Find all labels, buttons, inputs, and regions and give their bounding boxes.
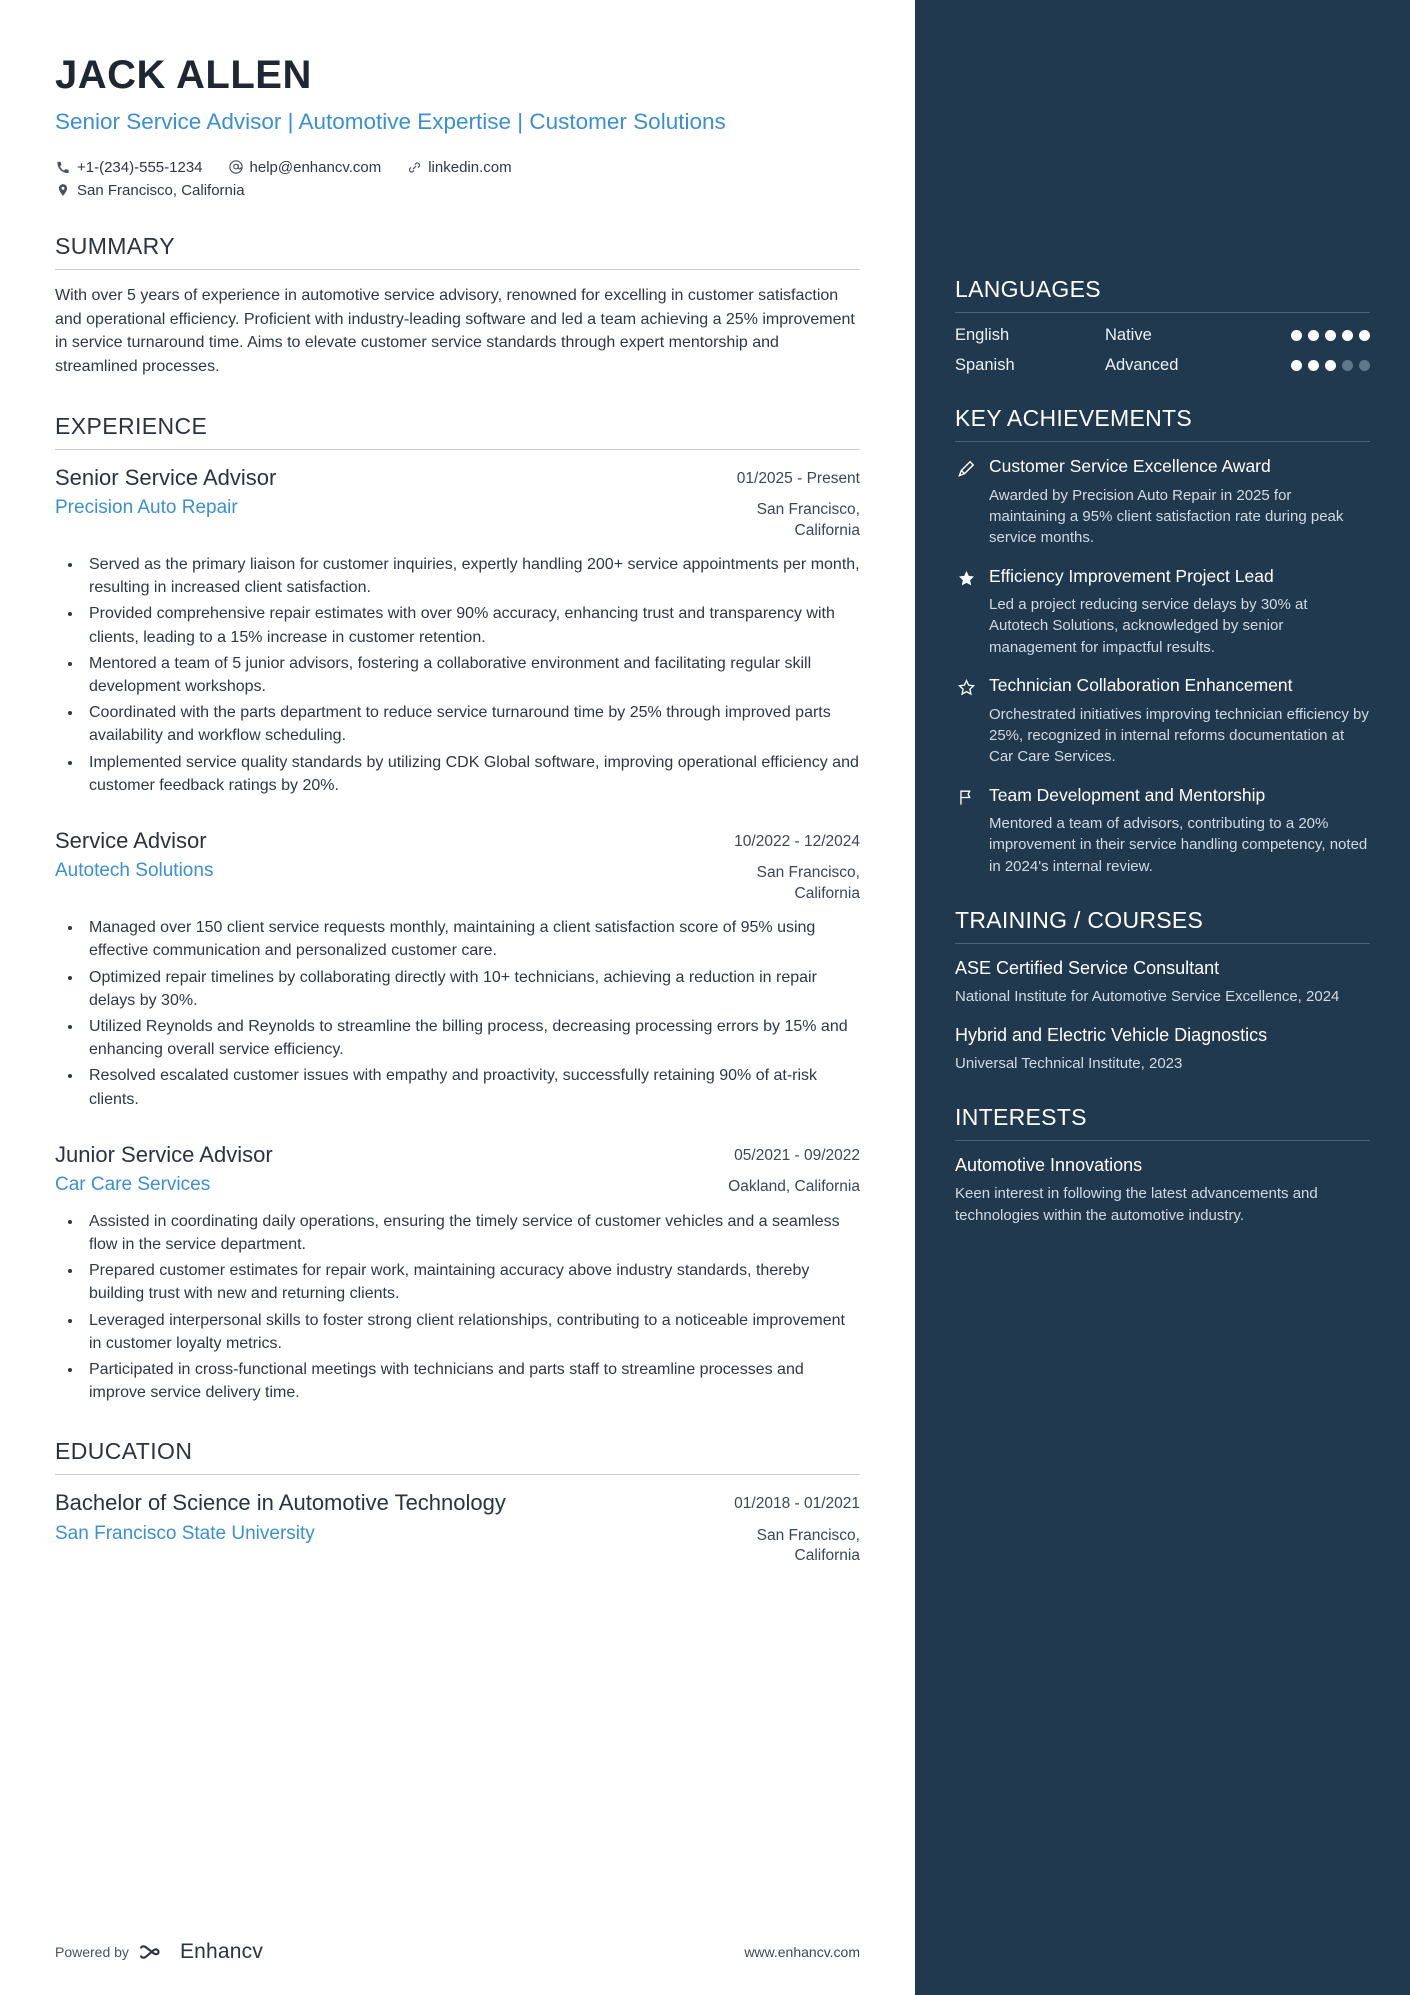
summary-text: With over 5 years of experience in automotive service advisory, renowned for excelling in customer satisfaction and operational efficiency. Proficient with industry-leading software and led a team achieving a 25% improvement in service turnaround time. Aims to elevate customer service standards through expert mentorship and streamlined processes. [55,286,855,375]
map-pin-icon [55,182,71,198]
language-rating [1291,360,1370,371]
divider [55,449,860,450]
sidebar-title-training: TRAINING / COURSES [955,907,1204,934]
education-dates: 01/2018 - 01/2021 [734,1495,860,1513]
rating-dot-empty [1342,360,1353,371]
section-title-summary: SUMMARY [55,232,175,259]
page-footer [0,1909,915,1995]
link-icon [406,159,422,175]
section-title-education: EDUCATION [55,1438,193,1465]
job-bullets [55,1210,860,1405]
achievement-title: Team Development and Mentorship [989,784,1266,805]
at-sign-icon [228,159,244,175]
list-item: • Served as the primary liaison for customer inquiries, expertly handling 200+ service appointments per month, resulting in increased client satisfaction. [83,553,860,599]
list-item: • Implemented service quality standards by utilizing CDK Global software, improving operational efficiency and customer feedback ratings by 20%. [83,751,860,797]
contact-linkedin-text: linkedin.com [428,158,512,176]
job-bullets [55,553,860,797]
language-rating [1291,330,1370,341]
rating-dot [1291,360,1302,371]
experience-item [55,464,860,797]
achievement-item [955,565,1370,659]
divider [55,269,860,270]
list-item: • Coordinated with the parts department to reduce service turnaround time by 25% through improved parts availability and workflow scheduling. [83,701,860,747]
divider [955,441,1370,442]
sidebar-title-interests: INTERESTS [955,1103,1087,1130]
list-item: • Assisted in coordinating daily operations, ensuring the timely service of customer vehicles and a seamless flow in the service department. [83,1210,860,1256]
language-level: Native [1105,326,1152,344]
contact-line-location [55,182,860,199]
course-item [955,1024,1370,1074]
job-title: Junior Service Advisor [55,1141,273,1167]
achievement-title: Technician Collaboration Enhancement [989,675,1293,696]
rating-dot [1325,330,1336,341]
contact-phone[interactable] [55,159,203,176]
achievement-title: Customer Service Excellence Award [989,456,1271,476]
job-location: San Francisco, California [756,501,860,539]
flag-icon [955,784,977,878]
job-location: San Francisco, California [756,864,860,902]
education-school[interactable]: San Francisco State University [55,1522,315,1544]
phone-icon [55,159,71,175]
star-filled-icon [955,565,977,659]
list-item: • Resolved escalated customer issues with empathy and proactivity, successfully retaining 90% of at-risk clients. [83,1064,860,1110]
contact-details [55,159,860,199]
resume-sidebar [915,0,1410,1995]
divider [955,1140,1370,1141]
education-item [55,1489,860,1566]
enhancv-logo-icon [139,1944,173,1961]
course-title: Hybrid and Electric Vehicle Diagnostics [955,1024,1268,1045]
achievement-description: Mentored a team of advisors, contributing to a 20% improvement in their service handling competency, noted in 2024's internal review. [989,815,1368,875]
rating-dot [1325,360,1336,371]
spacer [55,1115,860,1141]
list-item: • Leveraged interpersonal skills to foster strong client relationships, contributing to a noticeable improvement in customer loyalty metrics. [83,1309,860,1355]
job-dates: 01/2025 - Present [736,469,860,487]
divider [955,943,1370,944]
language-name: Spanish [955,356,1015,374]
achievement-description: Awarded by Precision Auto Repair in 2025 for maintaining a 95% client satisfaction rate during peak service months. [989,486,1344,547]
job-title: Service Advisor [55,827,207,853]
sidebar-title-achievements: KEY ACHIEVEMENTS [955,405,1193,431]
contact-email-text: help@enhancv.com [249,158,382,176]
achievement-item [955,455,1370,549]
achievement-item [955,784,1370,878]
list-item: • Mentored a team of 5 junior advisors, fostering a collaborative environment and facilitating regular skill development workshops. [83,652,860,698]
language-row [955,356,1370,375]
job-company[interactable]: Precision Auto Repair [55,497,238,519]
language-name: English [955,326,1010,344]
achievement-description: Orchestrated initiatives improving technician efficiency by 25%, recognized in internal reforms documentation at Car Care Services. [989,705,1369,766]
list-item: • Optimized repair timelines by collaborating directly with 10+ technicians, achieving a reduction in repair delays by 30%. [83,966,860,1012]
education-degree: Bachelor of Science in Automotive Technology [55,1490,506,1516]
interest-item [955,1154,1370,1226]
rating-dot [1342,330,1353,341]
course-provider: National Institute for Automotive Service Excellence, 2024 [955,987,1340,1005]
divider [55,1474,860,1475]
language-level: Advanced [1105,356,1179,374]
powered-by [55,1940,263,1964]
experience-item [55,827,860,1111]
contact-phone-text: +1-(234)-555-1234 [77,158,203,176]
list-item: • Provided comprehensive repair estimates with over 90% accuracy, enhancing trust and transparency with clients, leading to a 15% increase in customer retention. [83,602,860,648]
contact-line-primary [55,159,860,176]
footer-website[interactable]: www.enhancv.com [744,1944,860,1960]
powered-by-label: Powered by [55,1944,129,1960]
sidebar-title-languages: LANGUAGES [955,276,1101,302]
rating-dot [1308,360,1319,371]
section-title-experience: EXPERIENCE [55,412,208,439]
list-item: • Participated in cross-functional meetings with technicians and parts staff to streamline processes and improve service delivery time. [83,1358,860,1404]
rating-dot-empty [1359,360,1370,371]
star-outline-icon [955,674,977,768]
achievement-item [955,674,1370,768]
job-location: Oakland, California [728,1178,860,1196]
language-row [955,326,1370,345]
contact-email[interactable] [228,159,382,176]
job-dates: 10/2022 - 12/2024 [734,832,860,850]
job-bullets [55,916,860,1111]
brand-logo [139,1940,263,1964]
job-company[interactable]: Car Care Services [55,1174,211,1196]
rating-dot [1291,330,1302,341]
spacer [55,801,860,827]
rating-dot [1359,330,1370,341]
professional-headline: Senior Service Advisor | Automotive Expertise | Customer Solutions [55,109,726,134]
divider [955,312,1370,313]
job-company[interactable]: Autotech Solutions [55,860,214,882]
experience-item [55,1141,860,1404]
job-dates: 05/2021 - 09/2022 [734,1146,860,1164]
contact-location [55,182,245,199]
list-item: • Prepared customer estimates for repair work, maintaining accuracy above industry standards, thereby building trust with new and returning clients. [83,1259,860,1305]
rating-dot [1308,330,1319,341]
interest-title: Automotive Innovations [955,1154,1143,1175]
education-location: San Francisco, California [756,1526,860,1565]
medal-icon [955,455,977,549]
achievement-description: Led a project reducing service delays by 30% at Autotech Solutions, acknowledged by senior management for impactful results. [989,596,1308,656]
course-title: ASE Certified Service Consultant [955,958,1220,979]
list-item: • Managed over 150 client service requests monthly, maintaining a client satisfaction score of 95% using effective communication and personalized customer care. [83,916,860,962]
brand-name: Enhancv [179,1940,264,1963]
list-item: • Utilized Reynolds and Reynolds to streamline the billing process, decreasing processing errors by 15% and enhancing overall service efficiency. [83,1015,860,1061]
course-provider: Universal Technical Institute, 2023 [955,1054,1183,1072]
contact-location-text: San Francisco, California [77,181,245,199]
course-item [955,957,1370,1007]
achievement-title: Efficiency Improvement Project Lead [989,565,1274,586]
job-title: Senior Service Advisor [55,464,277,490]
page-title: JACK ALLEN [55,53,312,97]
contact-linkedin[interactable] [406,159,511,176]
interest-description: Keen interest in following the latest advancements and technologies within the automotive industry. [955,1185,1318,1224]
